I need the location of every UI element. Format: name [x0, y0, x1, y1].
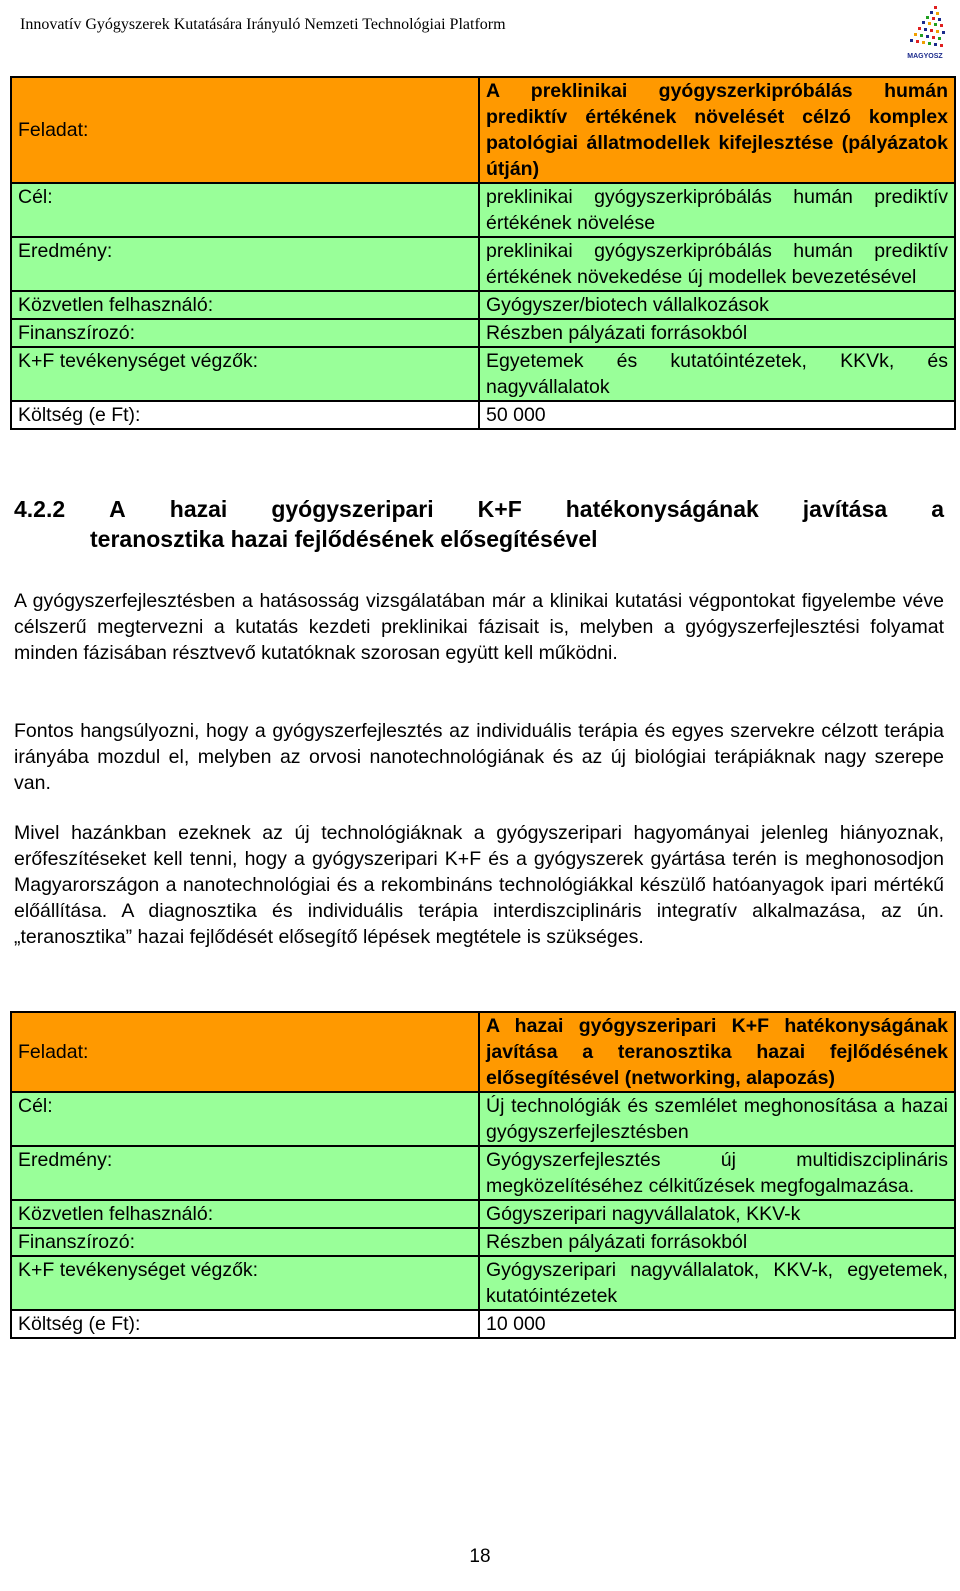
magyosz-logo-icon [902, 4, 948, 60]
goal-label: Cél: [11, 1092, 479, 1146]
funder-label: Finanszírozó: [11, 1228, 479, 1256]
goal-label: Cél: [11, 183, 479, 237]
rnd-performers-value: Egyetemek és kutatóintézetek, KKVk, és nagyvállalatok [479, 347, 955, 401]
goal-value: preklinikai gyógyszerkipróbálás humán prediktív értékének növelése [479, 183, 955, 237]
page-header: Innovatív Gyógyszerek Kutatására Irányuló Nemzeti Technológiai Platform [20, 16, 506, 33]
result-label: Eredmény: [11, 237, 479, 291]
page-number: 18 [469, 1546, 491, 1567]
task-value: A hazai gyógyszeripari K+F hatékonyságának javítása a teranosztika hazai fejlődésének elősegítésével (networking, alapozás) [479, 1012, 955, 1092]
cost-label: Költség (e Ft): [11, 1310, 479, 1338]
rnd-performers-label: K+F tevékenységet végzők: [11, 1256, 479, 1310]
result-label: Eredmény: [11, 1146, 479, 1200]
result-value: preklinikai gyógyszerkipróbálás humán prediktív értékének növekedése új modellek bevezetésével [479, 237, 955, 291]
task-label: Feladat: [11, 77, 479, 183]
funder-value: Részben pályázati forrásokból [479, 1228, 955, 1256]
direct-user-value: Gógyszeripari nagyvállalatok, KKV-k [479, 1200, 955, 1228]
heading-word: javítása [802, 496, 888, 522]
task-table-1 [10, 76, 956, 430]
result-value: Gyógyszerfejlesztés új multidiszciplináris megközelítéséhez célkitűzések megfogalmazása. [479, 1146, 955, 1200]
section-number: 4.2.2 [14, 496, 66, 522]
cost-value: 10 000 [479, 1310, 955, 1338]
section-heading [14, 494, 944, 554]
logo-text: MAGYOSZ [907, 53, 943, 60]
heading-word: gyógyszeripari [271, 496, 434, 522]
funder-value: Részben pályázati forrásokból [479, 319, 955, 347]
heading-word: a [931, 496, 944, 522]
paragraph: Fontos hangsúlyozni, hogy a gyógyszerfejlesztés az individuális terápia és egyes szervekre célzott terápia irányába mozdul el, melyben az orvosi nanotechnológiának és az új biológiai terápiáknak nagy szerepe van. [14, 720, 944, 794]
section-heading-line2: teranosztika hazai fejlődésének elősegítésével [90, 526, 598, 552]
task-label: Feladat: [11, 1012, 479, 1092]
funder-label: Finanszírozó: [11, 319, 479, 347]
rnd-performers-label: K+F tevékenységet végzők: [11, 347, 479, 401]
task-value: A preklinikai gyógyszerkipróbálás humán prediktív értékének növelését célzó komplex patológiai állatmodellek kifejlesztése (pályázatok útján) [479, 77, 955, 183]
rnd-performers-value: Gyógyszeripari nagyvállalatok, KKV-k, egyetemek, kutatóintézetek [479, 1256, 955, 1310]
goal-value: Új technológiák és szemlélet meghonosítása a hazai gyógyszerfejlesztésben [479, 1092, 955, 1146]
heading-word: A [109, 496, 126, 522]
cost-value: 50 000 [479, 401, 955, 429]
paragraph: Mivel hazánkban ezeknek az új technológiáknak a gyógyszeripari hagyományai jelenleg hiányoznak, erőfeszítéseket kell tenni, hogy a gyógyszeripari K+F és a gyógyszerek gyártása terén is meghonosodjon Magyarországon a nanotechnológiai és a rekombináns technológiákkal készülő hatóanyagok ipari mértékű előállítása. A diagnosztika és individuális terápia interdiszciplináris integratív alkalmazása, az ún. „teranosztika” hazai fejlődését elősegítő lépések megtétele is szükséges. [14, 822, 944, 948]
task-table-2 [10, 1011, 956, 1339]
heading-word: K+F [477, 496, 522, 522]
direct-user-label: Közvetlen felhasználó: [11, 1200, 479, 1228]
cost-label: Költség (e Ft): [11, 401, 479, 429]
direct-user-label: Közvetlen felhasználó: [11, 291, 479, 319]
heading-word: hatékonyságának [565, 496, 759, 522]
paragraph: A gyógyszerfejlesztésben a hatásosság vizsgálatában már a klinikai kutatási végpontokat figyelembe véve célszerű megtervezni a kutatás kezdeti preklinikai fázisait is, melyben a gyógyszerfejlesztési folyamat minden fázisában résztvevő kutatóknak szorosan együtt kell működni. [14, 590, 944, 664]
direct-user-value: Gyógyszer/biotech vállalkozások [479, 291, 955, 319]
heading-word: hazai [169, 496, 228, 522]
